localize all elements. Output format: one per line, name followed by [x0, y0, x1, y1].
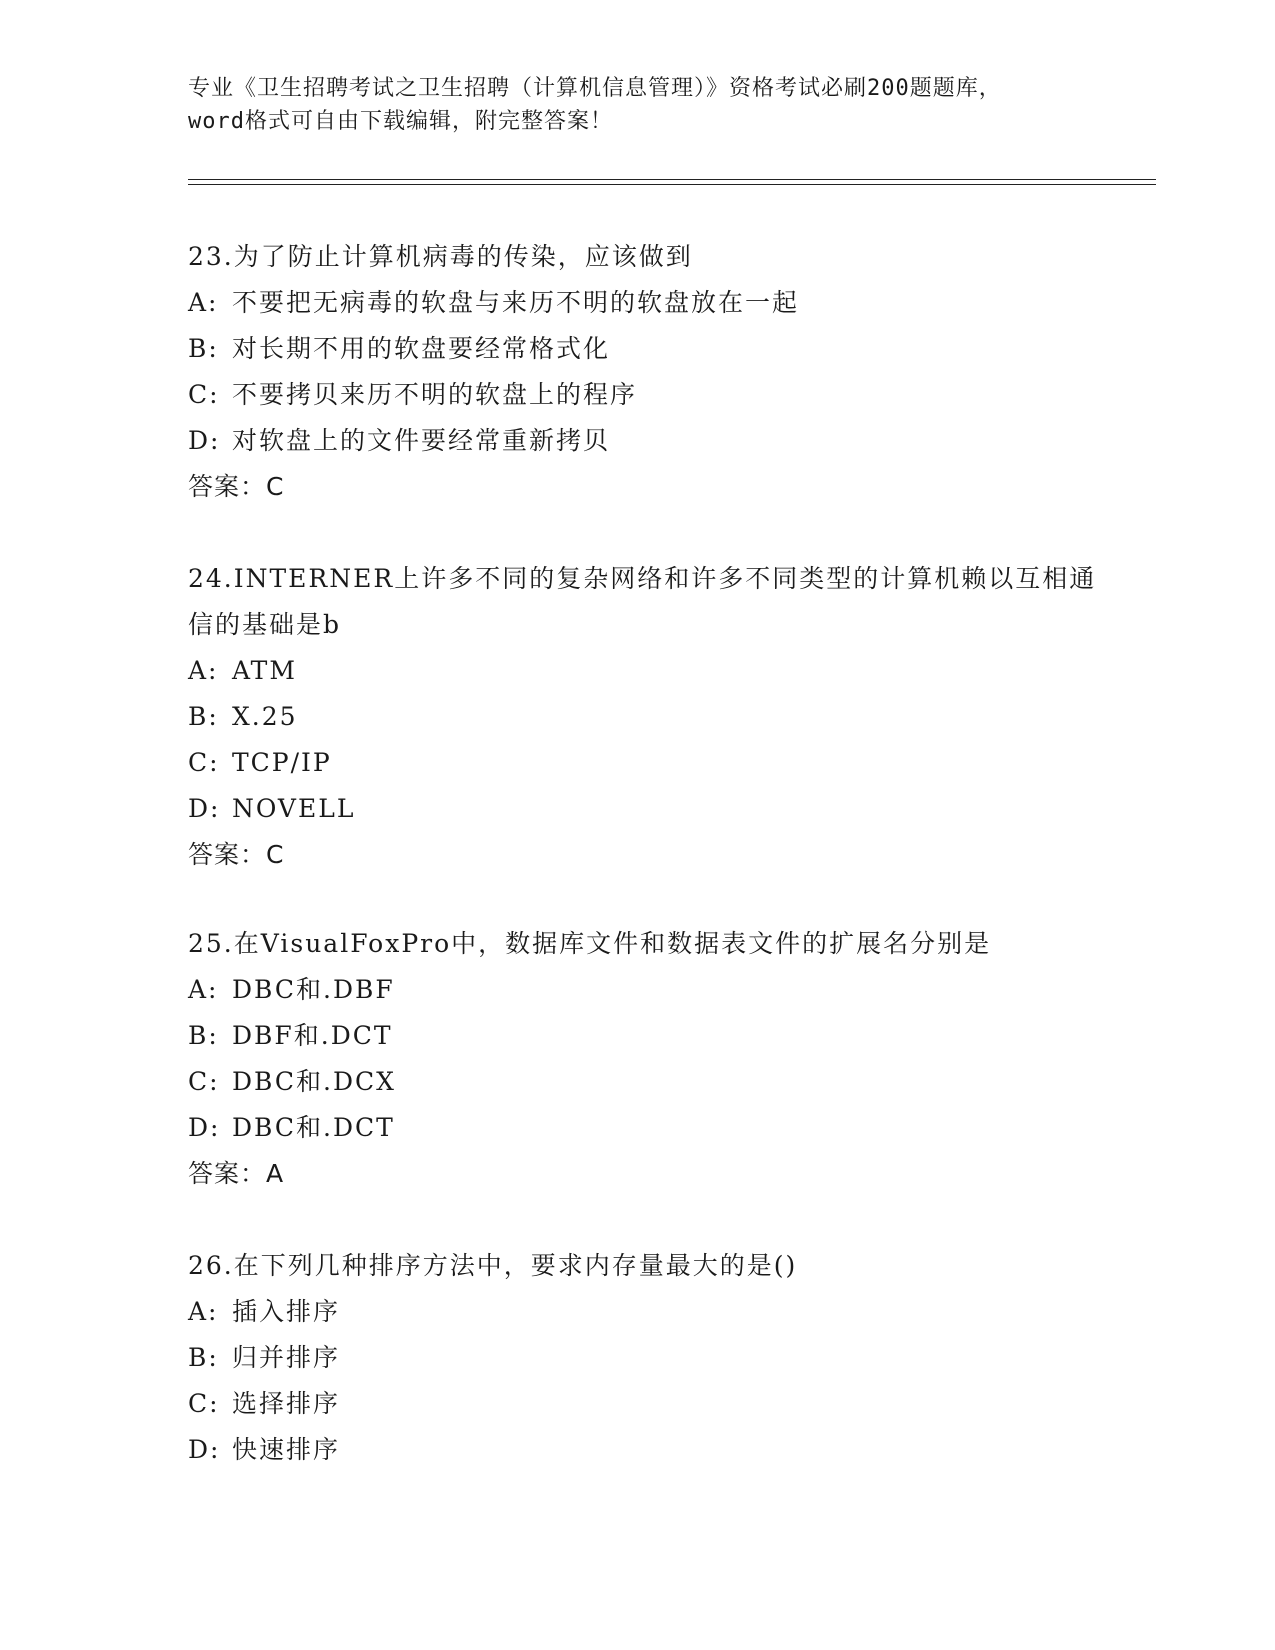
option-text: DBF和.DCT — [232, 1021, 393, 1050]
option-b — [188, 694, 1108, 740]
option-c — [188, 1059, 1108, 1105]
document-header — [188, 72, 1088, 138]
option-text: X.25 — [232, 702, 298, 731]
option-text: TCP/IP — [232, 748, 332, 777]
answer-line: 答案：C — [188, 840, 285, 869]
option-text: 不要拷贝来历不明的软盘上的程序 — [232, 380, 638, 409]
option-a — [188, 967, 1108, 1013]
header-line-1: 专业《卫生招聘考试之卫生招聘（计算机信息管理）》资格考试必刷200题题库， — [188, 76, 1002, 101]
option-text: 归并排序 — [232, 1343, 341, 1372]
question-stem: 24.INTERNER上许多不同的复杂网络和许多不同类型的计算机赖以互相通信的基础是b — [188, 564, 1097, 639]
question-23 — [188, 234, 1108, 510]
option-key: C: — [188, 748, 220, 777]
option-key: A: — [188, 1297, 219, 1326]
option-d — [188, 1427, 1108, 1473]
option-key: D: — [188, 1113, 221, 1142]
option-text: DBC和.DCT — [232, 1113, 395, 1142]
option-key: B: — [188, 1343, 219, 1372]
option-a — [188, 1289, 1108, 1335]
question-stem: 23.为了防止计算机病毒的传染，应该做到 — [188, 242, 693, 271]
question-stem: 25.在VisualFoxPro中，数据库文件和数据表文件的扩展名分别是 — [188, 929, 992, 958]
option-text: 快速排序 — [232, 1435, 341, 1464]
option-d — [188, 786, 1108, 832]
option-c — [188, 740, 1108, 786]
question-24 — [188, 556, 1108, 878]
header-divider-bottom — [188, 184, 1156, 185]
option-key: C: — [188, 1067, 220, 1096]
option-key: A: — [188, 975, 219, 1004]
option-a — [188, 280, 1108, 326]
option-text: DBC和.DBF — [232, 975, 395, 1004]
option-key: A: — [188, 288, 219, 317]
option-c — [188, 1381, 1108, 1427]
option-text: NOVELL — [232, 794, 356, 823]
header-line-2: word格式可自由下载编辑，附完整答案！ — [188, 109, 613, 134]
option-b — [188, 1013, 1108, 1059]
option-key: D: — [188, 1435, 221, 1464]
option-key: A: — [188, 656, 219, 685]
option-key: C: — [188, 380, 220, 409]
option-b — [188, 1335, 1108, 1381]
option-d — [188, 1105, 1108, 1151]
answer-line: 答案：A — [188, 1159, 285, 1188]
option-key: B: — [188, 334, 219, 363]
option-text: 对软盘上的文件要经常重新拷贝 — [232, 426, 611, 455]
answer-line: 答案：C — [188, 472, 285, 501]
question-25 — [188, 921, 1108, 1197]
option-a — [188, 648, 1108, 694]
option-text: ATM — [232, 656, 297, 685]
option-key: B: — [188, 1021, 219, 1050]
option-text: DBC和.DCX — [232, 1067, 396, 1096]
header-divider-top — [188, 179, 1156, 180]
option-key: D: — [188, 794, 221, 823]
option-d — [188, 418, 1108, 464]
option-c — [188, 372, 1108, 418]
option-b — [188, 326, 1108, 372]
question-26 — [188, 1243, 1108, 1473]
option-text: 对长期不用的软盘要经常格式化 — [232, 334, 611, 363]
option-key: C: — [188, 1389, 220, 1418]
option-text: 插入排序 — [232, 1297, 341, 1326]
option-text: 不要把无病毒的软盘与来历不明的软盘放在一起 — [232, 288, 800, 317]
option-text: 选择排序 — [232, 1389, 341, 1418]
question-stem: 26.在下列几种排序方法中，要求内存量最大的是() — [188, 1251, 798, 1280]
option-key: B: — [188, 702, 219, 731]
option-key: D: — [188, 426, 221, 455]
